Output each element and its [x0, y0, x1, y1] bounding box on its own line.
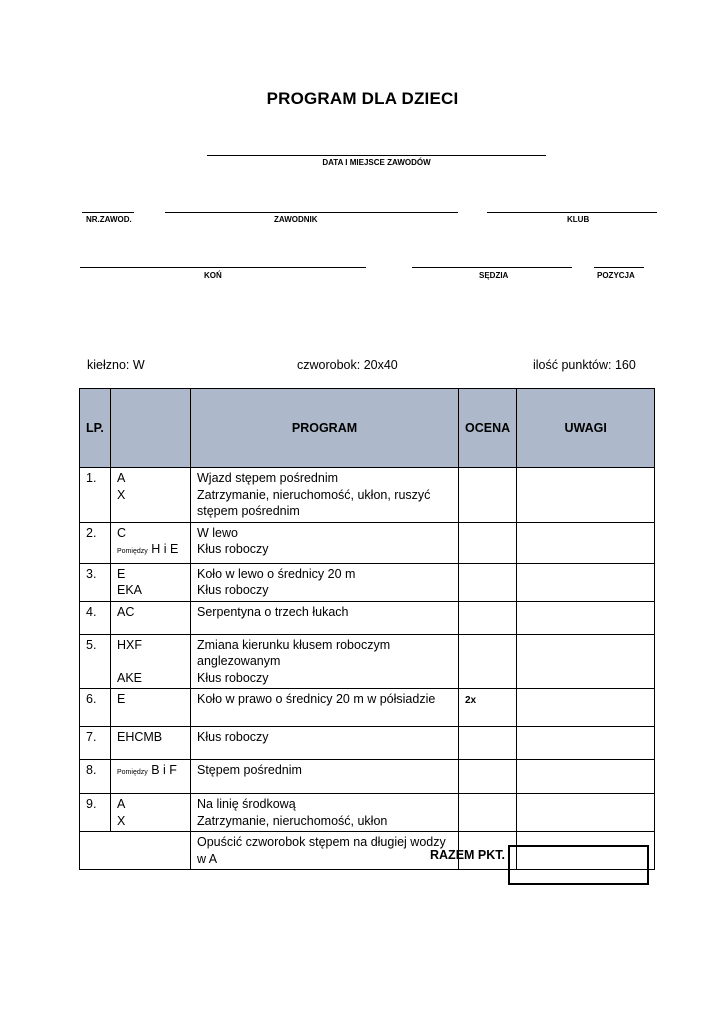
- program-text: Na linię środkową: [197, 797, 296, 811]
- klub-line[interactable]: [487, 212, 657, 213]
- table-row: [80, 634, 655, 689]
- row-program: [191, 468, 459, 523]
- row-program: [191, 689, 459, 727]
- row-program: [191, 634, 459, 689]
- between-text: Pomiędzy: [117, 769, 148, 776]
- row-lp: 8.: [80, 760, 111, 794]
- row-empty: [80, 832, 191, 870]
- letter: HXF: [117, 637, 142, 652]
- row-letters: [111, 563, 191, 601]
- program-text: Zatrzymanie, nieruchomość, ukłon, ruszyć stępem pośrednim: [197, 487, 431, 518]
- kielzno-info: kiełzno: W: [87, 358, 145, 372]
- row-lp: 6.: [80, 689, 111, 727]
- row-lp: 1.: [80, 468, 111, 523]
- program-text: Zatrzymanie, nieruchomość, ukłon: [197, 813, 388, 828]
- table-row: [80, 689, 655, 727]
- letter-between: [117, 762, 184, 782]
- letter: AKE: [117, 670, 143, 685]
- row-letters: [111, 727, 191, 760]
- row-program: [191, 832, 459, 870]
- score-cell[interactable]: [459, 760, 517, 794]
- between-letters: B i F: [147, 763, 177, 777]
- program-text: Stępem pośrednim: [197, 763, 302, 777]
- between-letters: H i E: [147, 542, 179, 556]
- pozycja-label: POZYCJA: [597, 271, 635, 280]
- table-row: [80, 563, 655, 601]
- row-lp: 9.: [80, 794, 111, 832]
- klub-label: KLUB: [567, 215, 590, 224]
- total-label: RAZEM PKT.: [430, 848, 505, 862]
- table-header-row: [80, 389, 655, 468]
- program-table: [79, 388, 655, 870]
- row-letters: [111, 522, 191, 563]
- table-row: [80, 468, 655, 523]
- date-place-line[interactable]: [207, 155, 546, 156]
- row-letters: [111, 794, 191, 832]
- row-lp: 5.: [80, 634, 111, 689]
- remarks-cell[interactable]: [517, 522, 655, 563]
- letter: X: [117, 487, 126, 502]
- remarks-cell[interactable]: [517, 601, 655, 634]
- remarks-cell[interactable]: [517, 760, 655, 794]
- header-program: PROGRAM: [191, 389, 459, 468]
- program-text: Koło w prawo o średnicy 20 m w półsiadzie: [197, 692, 436, 706]
- remarks-cell[interactable]: [517, 634, 655, 689]
- row-program: [191, 522, 459, 563]
- score-cell[interactable]: [459, 689, 517, 727]
- remarks-cell[interactable]: [517, 727, 655, 760]
- program-text: Kłus roboczy: [197, 670, 269, 685]
- score-cell[interactable]: [459, 727, 517, 760]
- czworobok-info: czworobok: 20x40: [297, 358, 398, 372]
- row-lp: 3.: [80, 563, 111, 601]
- remarks-cell[interactable]: [517, 468, 655, 523]
- date-place-label: DATA I MIEJSCE ZAWODÓW: [322, 158, 431, 167]
- score-cell[interactable]: [459, 468, 517, 523]
- punkty-info: ilość punktów: 160: [533, 358, 636, 372]
- program-text: Kłus roboczy: [197, 542, 269, 556]
- header-ocena: OCENA: [459, 389, 517, 468]
- kon-line[interactable]: [80, 267, 366, 268]
- header-lp: LP.: [80, 389, 111, 468]
- letter: E: [117, 692, 126, 706]
- sedzia-label: SĘDZIA: [479, 271, 509, 280]
- kon-label: KOŃ: [204, 271, 222, 280]
- row-letters: [111, 634, 191, 689]
- row-lp: 2.: [80, 522, 111, 563]
- pozycja-line[interactable]: [594, 267, 644, 268]
- table-row: [80, 760, 655, 794]
- score-cell[interactable]: [459, 634, 517, 689]
- remarks-cell[interactable]: [517, 563, 655, 601]
- nr-zawod-label: NR.ZAWOD.: [86, 215, 132, 224]
- program-text: Zmiana kierunku kłusem roboczym anglezowanym: [197, 637, 391, 668]
- remarks-cell[interactable]: [517, 794, 655, 832]
- score-cell[interactable]: [459, 601, 517, 634]
- row-letters: [111, 601, 191, 634]
- program-text: Kłus roboczy: [197, 730, 269, 744]
- letter-spacer: [117, 653, 184, 670]
- row-program: [191, 727, 459, 760]
- header-letters: [111, 389, 191, 468]
- header-uwagi: UWAGI: [517, 389, 655, 468]
- letter: A: [117, 797, 126, 811]
- row-program: [191, 601, 459, 634]
- letter: C: [117, 525, 127, 540]
- zawodnik-line[interactable]: [165, 212, 458, 213]
- table-row: [80, 727, 655, 760]
- letter: EKA: [117, 583, 143, 597]
- table-row: [80, 522, 655, 563]
- table-edge-tick: [79, 844, 80, 849]
- remarks-cell[interactable]: [517, 689, 655, 727]
- score-cell[interactable]: [459, 522, 517, 563]
- page-title: PROGRAM DLA DZIECI: [266, 89, 459, 108]
- coefficient-label: 2x: [465, 695, 477, 706]
- row-letters: [111, 760, 191, 794]
- program-text: Serpentyna o trzech łukach: [197, 604, 349, 619]
- table-row: [80, 601, 655, 634]
- row-program: [191, 760, 459, 794]
- program-text: Kłus roboczy: [197, 583, 269, 597]
- row-letters: [111, 689, 191, 727]
- letter-between: [117, 541, 184, 561]
- letter: E: [117, 566, 126, 581]
- row-lp: 4.: [80, 601, 111, 634]
- row-program: [191, 563, 459, 601]
- nr-zawod-line[interactable]: [82, 212, 134, 213]
- score-cell[interactable]: [459, 794, 517, 832]
- letter: A: [117, 471, 126, 485]
- total-points-box[interactable]: [508, 845, 649, 885]
- letter: X: [117, 813, 126, 828]
- letter: AC: [117, 604, 135, 619]
- row-lp: 7.: [80, 727, 111, 760]
- row-program: [191, 794, 459, 832]
- zawodnik-label: ZAWODNIK: [274, 215, 318, 224]
- row-letters: [111, 468, 191, 523]
- between-text: Pomiędzy: [117, 548, 148, 555]
- score-cell[interactable]: [459, 563, 517, 601]
- program-text: W lewo: [197, 525, 238, 540]
- letter: EHCMB: [117, 730, 163, 744]
- table-row: [80, 794, 655, 832]
- program-text: Koło w lewo o średnicy 20 m: [197, 566, 356, 581]
- program-text: Wjazd stępem pośrednim: [197, 471, 339, 485]
- program-text: Opuścić czworobok stępem na długiej wodzy w A: [197, 835, 446, 866]
- sedzia-line[interactable]: [412, 267, 572, 268]
